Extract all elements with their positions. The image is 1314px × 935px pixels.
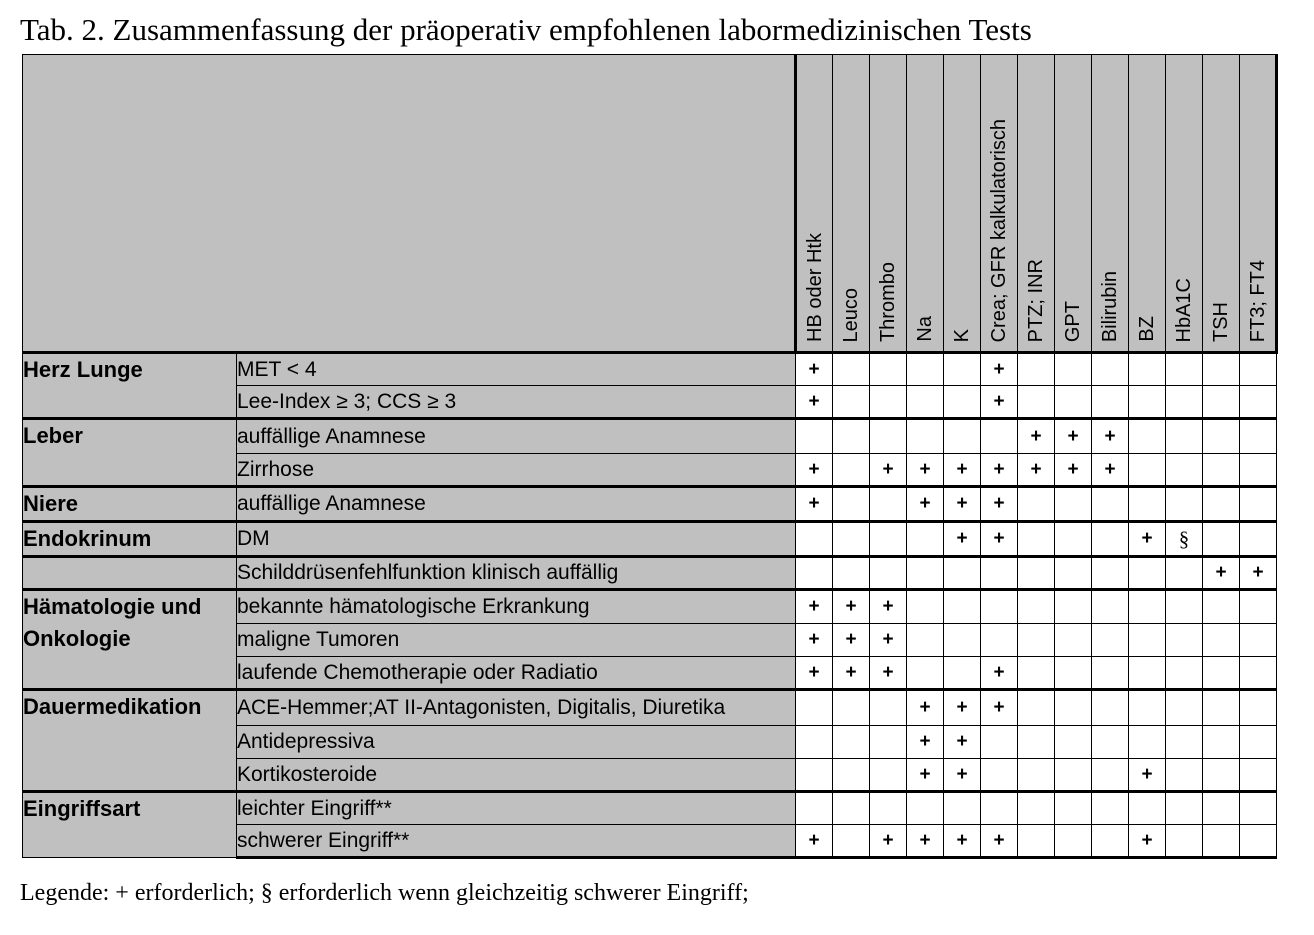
mark-cell (944, 624, 981, 657)
test-header (1055, 55, 1092, 353)
mark-cell (981, 419, 1018, 454)
test-header-label: Bilirubin (1099, 270, 1121, 342)
indication-cell: Schilddrüsenfehlfunktion klinisch auffällig (237, 557, 796, 590)
mark-cell (1166, 590, 1203, 624)
mark-cell: + (944, 825, 981, 858)
mark-cell (1240, 487, 1277, 522)
mark-cell: + (833, 657, 870, 690)
mark-cell (870, 792, 907, 825)
mark-cell (796, 792, 833, 825)
mark-cell (870, 690, 907, 726)
mark-cell (1129, 657, 1166, 690)
table-row (23, 557, 1277, 590)
table-row (23, 690, 1277, 726)
indication-cell: leichter Eingriff** (237, 792, 796, 825)
indication-cell: Antidepressiva (237, 726, 796, 759)
mark-cell (1203, 487, 1240, 522)
mark-cell (1166, 759, 1203, 792)
mark-cell (1203, 353, 1240, 386)
mark-cell (981, 624, 1018, 657)
mark-cell (1055, 726, 1092, 759)
mark-cell (1203, 419, 1240, 454)
mark-cell (1203, 690, 1240, 726)
mark-cell (1203, 590, 1240, 624)
test-header-label: Leuco (840, 287, 862, 342)
mark-cell (1240, 759, 1277, 792)
category-cell: Niere (23, 487, 237, 522)
test-header-label: K (951, 328, 973, 342)
indication-cell: Lee-Index ≥ 3; CCS ≥ 3 (237, 386, 796, 419)
indication-cell: bekannte hämatologische Erkrankung (237, 590, 796, 624)
mark-cell (1092, 353, 1129, 386)
mark-cell (1240, 386, 1277, 419)
mark-cell: + (796, 386, 833, 419)
mark-cell (1092, 624, 1129, 657)
category-cell: Herz Lunge (23, 353, 237, 419)
category-cell: Dauermedikation (23, 690, 237, 792)
mark-cell (1018, 759, 1055, 792)
mark-cell (1055, 759, 1092, 792)
mark-cell (1055, 487, 1092, 522)
mark-cell: + (944, 690, 981, 726)
indication-cell: auffällige Anamnese (237, 419, 796, 454)
mark-cell: + (1240, 557, 1277, 590)
test-header-label: TSH (1210, 302, 1232, 342)
mark-cell: + (870, 590, 907, 624)
mark-cell (1055, 690, 1092, 726)
mark-cell (907, 590, 944, 624)
mark-cell (1018, 557, 1055, 590)
mark-cell (870, 522, 907, 557)
mark-cell (833, 690, 870, 726)
mark-cell: + (870, 657, 907, 690)
mark-cell: + (796, 590, 833, 624)
mark-cell (981, 726, 1018, 759)
mark-cell: + (870, 624, 907, 657)
mark-cell (796, 726, 833, 759)
mark-cell (796, 759, 833, 792)
mark-cell (796, 419, 833, 454)
mark-cell (833, 522, 870, 557)
mark-cell: + (907, 487, 944, 522)
mark-cell (1092, 690, 1129, 726)
test-header (796, 55, 833, 353)
mark-cell (1166, 487, 1203, 522)
mark-cell (1018, 522, 1055, 557)
mark-cell: + (1129, 522, 1166, 557)
indication-cell: auffällige Anamnese (237, 487, 796, 522)
mark-cell (981, 759, 1018, 792)
test-header-label: HB oder Htk (803, 233, 826, 342)
mark-cell: + (796, 353, 833, 386)
mark-cell: + (1092, 454, 1129, 487)
mark-cell (1203, 454, 1240, 487)
test-header-label: Thrombo (877, 261, 899, 342)
mark-cell (944, 657, 981, 690)
mark-cell (1092, 557, 1129, 590)
lab-tests-table (22, 54, 1278, 859)
table-title: Tab. 2. Zusammenfassung der präoperativ empfohlenen labormedizinischen Tests (20, 12, 1032, 47)
table-row (23, 792, 1277, 825)
mark-cell: + (1129, 825, 1166, 858)
mark-cell (870, 487, 907, 522)
mark-cell (1166, 792, 1203, 825)
mark-cell: + (981, 353, 1018, 386)
mark-cell: + (981, 690, 1018, 726)
mark-cell: + (1018, 419, 1055, 454)
mark-cell (1166, 454, 1203, 487)
test-header-label: GPT (1062, 300, 1084, 342)
mark-cell (944, 590, 981, 624)
mark-cell (1129, 419, 1166, 454)
mark-cell (833, 487, 870, 522)
test-header (981, 55, 1018, 353)
mark-cell (1018, 487, 1055, 522)
mark-cell (796, 557, 833, 590)
table-row (23, 353, 1277, 386)
mark-cell: + (907, 690, 944, 726)
mark-cell (1203, 657, 1240, 690)
mark-cell (833, 759, 870, 792)
mark-cell (1240, 590, 1277, 624)
mark-cell (1240, 657, 1277, 690)
mark-cell (1129, 454, 1166, 487)
indication-cell: laufende Chemotherapie oder Radiatio (237, 657, 796, 690)
mark-cell (833, 557, 870, 590)
mark-cell (1129, 487, 1166, 522)
mark-cell (1055, 624, 1092, 657)
mark-cell (1055, 825, 1092, 858)
mark-cell (833, 353, 870, 386)
mark-cell (1018, 657, 1055, 690)
mark-cell (1092, 792, 1129, 825)
mark-cell (1240, 624, 1277, 657)
mark-cell (870, 386, 907, 419)
category-cell: Endokrinum (23, 522, 237, 557)
mark-cell (1240, 726, 1277, 759)
legend: Legende: + erforderlich; § erforderlich wenn gleichzeitig schwerer Eingriff; (20, 880, 749, 906)
mark-cell: § (1166, 522, 1203, 557)
table-row (23, 522, 1277, 557)
mark-cell (1092, 825, 1129, 858)
category-cell: Eingriffsart (23, 792, 237, 858)
mark-cell: + (1092, 419, 1129, 454)
mark-cell (796, 690, 833, 726)
mark-cell (1092, 657, 1129, 690)
mark-cell: + (796, 825, 833, 858)
test-header-label: PTZ; INR (1025, 258, 1047, 342)
mark-cell (1166, 657, 1203, 690)
test-header-label: Na (914, 316, 936, 342)
mark-cell (1240, 690, 1277, 726)
mark-cell: + (907, 726, 944, 759)
mark-cell: + (1203, 557, 1240, 590)
mark-cell: + (870, 454, 907, 487)
mark-cell: + (796, 454, 833, 487)
mark-cell: + (981, 657, 1018, 690)
test-header-label: BZ (1136, 316, 1158, 342)
mark-cell (1055, 557, 1092, 590)
mark-cell (1240, 825, 1277, 858)
mark-cell (1166, 624, 1203, 657)
mark-cell (833, 792, 870, 825)
mark-cell (907, 657, 944, 690)
mark-cell (1055, 522, 1092, 557)
mark-cell: + (1018, 454, 1055, 487)
mark-cell: + (981, 487, 1018, 522)
mark-cell (1240, 522, 1277, 557)
mark-cell (944, 419, 981, 454)
mark-cell (1240, 454, 1277, 487)
indication-cell: Kortikosteroide (237, 759, 796, 792)
test-header (1203, 55, 1240, 353)
mark-cell: + (907, 454, 944, 487)
mark-cell (1203, 792, 1240, 825)
mark-cell (796, 522, 833, 557)
mark-cell: + (944, 487, 981, 522)
mark-cell (1129, 726, 1166, 759)
mark-cell (944, 386, 981, 419)
test-header (1129, 55, 1166, 353)
mark-cell (1055, 353, 1092, 386)
category-cell (23, 557, 237, 590)
mark-cell (1203, 726, 1240, 759)
mark-cell (1240, 353, 1277, 386)
mark-cell (1166, 690, 1203, 726)
mark-cell (1203, 386, 1240, 419)
test-header (1166, 55, 1203, 353)
test-header-label: HbA1C (1173, 277, 1195, 342)
header-row (23, 55, 1277, 353)
mark-cell (981, 557, 1018, 590)
mark-cell (944, 353, 981, 386)
mark-cell (1018, 353, 1055, 386)
mark-cell (1092, 487, 1129, 522)
mark-cell: + (833, 624, 870, 657)
indication-cell: DM (237, 522, 796, 557)
mark-cell: + (796, 624, 833, 657)
mark-cell (1129, 353, 1166, 386)
mark-cell (833, 386, 870, 419)
indication-cell: maligne Tumoren (237, 624, 796, 657)
test-header (870, 55, 907, 353)
indication-cell: schwerer Eingriff** (237, 825, 796, 858)
category-cell: Leber (23, 419, 237, 487)
mark-cell (870, 726, 907, 759)
mark-cell (1055, 590, 1092, 624)
mark-cell (1166, 353, 1203, 386)
mark-cell (907, 792, 944, 825)
mark-cell (833, 419, 870, 454)
mark-cell (1203, 624, 1240, 657)
mark-cell: + (907, 825, 944, 858)
indication-cell: MET < 4 (237, 353, 796, 386)
mark-cell (1055, 657, 1092, 690)
mark-cell (944, 557, 981, 590)
mark-cell: + (944, 522, 981, 557)
mark-cell (907, 557, 944, 590)
mark-cell (981, 792, 1018, 825)
mark-cell (1092, 590, 1129, 624)
mark-cell: + (1055, 454, 1092, 487)
mark-cell (1166, 726, 1203, 759)
mark-cell: + (981, 522, 1018, 557)
mark-cell (1092, 386, 1129, 419)
header-corner (23, 55, 796, 353)
table-row (23, 419, 1277, 454)
mark-cell: + (944, 726, 981, 759)
mark-cell (833, 825, 870, 858)
mark-cell: + (796, 657, 833, 690)
test-header (833, 55, 870, 353)
mark-cell (1203, 825, 1240, 858)
indication-cell: Zirrhose (237, 454, 796, 487)
mark-cell (1166, 386, 1203, 419)
test-header-label: Crea; GFR kalkulatorisch (988, 118, 1010, 342)
mark-cell: + (870, 825, 907, 858)
mark-cell (1018, 690, 1055, 726)
mark-cell (1018, 825, 1055, 858)
mark-cell: + (1129, 759, 1166, 792)
mark-cell: + (981, 825, 1018, 858)
mark-cell (1018, 726, 1055, 759)
mark-cell (1018, 386, 1055, 419)
mark-cell (1055, 792, 1092, 825)
mark-cell (1018, 624, 1055, 657)
mark-cell: + (981, 386, 1018, 419)
mark-cell (1203, 759, 1240, 792)
mark-cell (1129, 590, 1166, 624)
mark-cell: + (981, 454, 1018, 487)
mark-cell (907, 353, 944, 386)
table-row (23, 487, 1277, 522)
mark-cell (981, 590, 1018, 624)
mark-cell (907, 522, 944, 557)
test-header (1240, 55, 1277, 353)
mark-cell (1166, 557, 1203, 590)
mark-cell (1129, 690, 1166, 726)
mark-cell (1203, 522, 1240, 557)
mark-cell (1166, 419, 1203, 454)
mark-cell (907, 386, 944, 419)
test-header (907, 55, 944, 353)
category-cell: Hämatologie und Onkologie (23, 590, 237, 690)
mark-cell (1129, 792, 1166, 825)
mark-cell: + (944, 454, 981, 487)
mark-cell (1129, 624, 1166, 657)
mark-cell (1055, 386, 1092, 419)
mark-cell (1166, 825, 1203, 858)
mark-cell (870, 419, 907, 454)
mark-cell (944, 792, 981, 825)
mark-cell: + (1055, 419, 1092, 454)
mark-cell: + (944, 759, 981, 792)
table-row (23, 590, 1277, 624)
mark-cell (1129, 386, 1166, 419)
mark-cell (907, 624, 944, 657)
mark-cell (1092, 726, 1129, 759)
test-header (1092, 55, 1129, 353)
mark-cell (870, 353, 907, 386)
mark-cell (1129, 557, 1166, 590)
mark-cell (1018, 792, 1055, 825)
mark-cell (1240, 792, 1277, 825)
mark-cell (1092, 759, 1129, 792)
test-header (1018, 55, 1055, 353)
test-header (944, 55, 981, 353)
mark-cell (907, 419, 944, 454)
mark-cell: + (796, 487, 833, 522)
mark-cell (870, 557, 907, 590)
mark-cell (870, 759, 907, 792)
mark-cell: + (833, 590, 870, 624)
test-header-label: FT3; FT4 (1246, 259, 1269, 342)
mark-cell: + (907, 759, 944, 792)
indication-cell: ACE-Hemmer;AT II-Antagonisten, Digitalis, Diuretika (237, 690, 796, 726)
mark-cell (1240, 419, 1277, 454)
mark-cell (833, 454, 870, 487)
mark-cell (833, 726, 870, 759)
mark-cell (1092, 522, 1129, 557)
mark-cell (1018, 590, 1055, 624)
